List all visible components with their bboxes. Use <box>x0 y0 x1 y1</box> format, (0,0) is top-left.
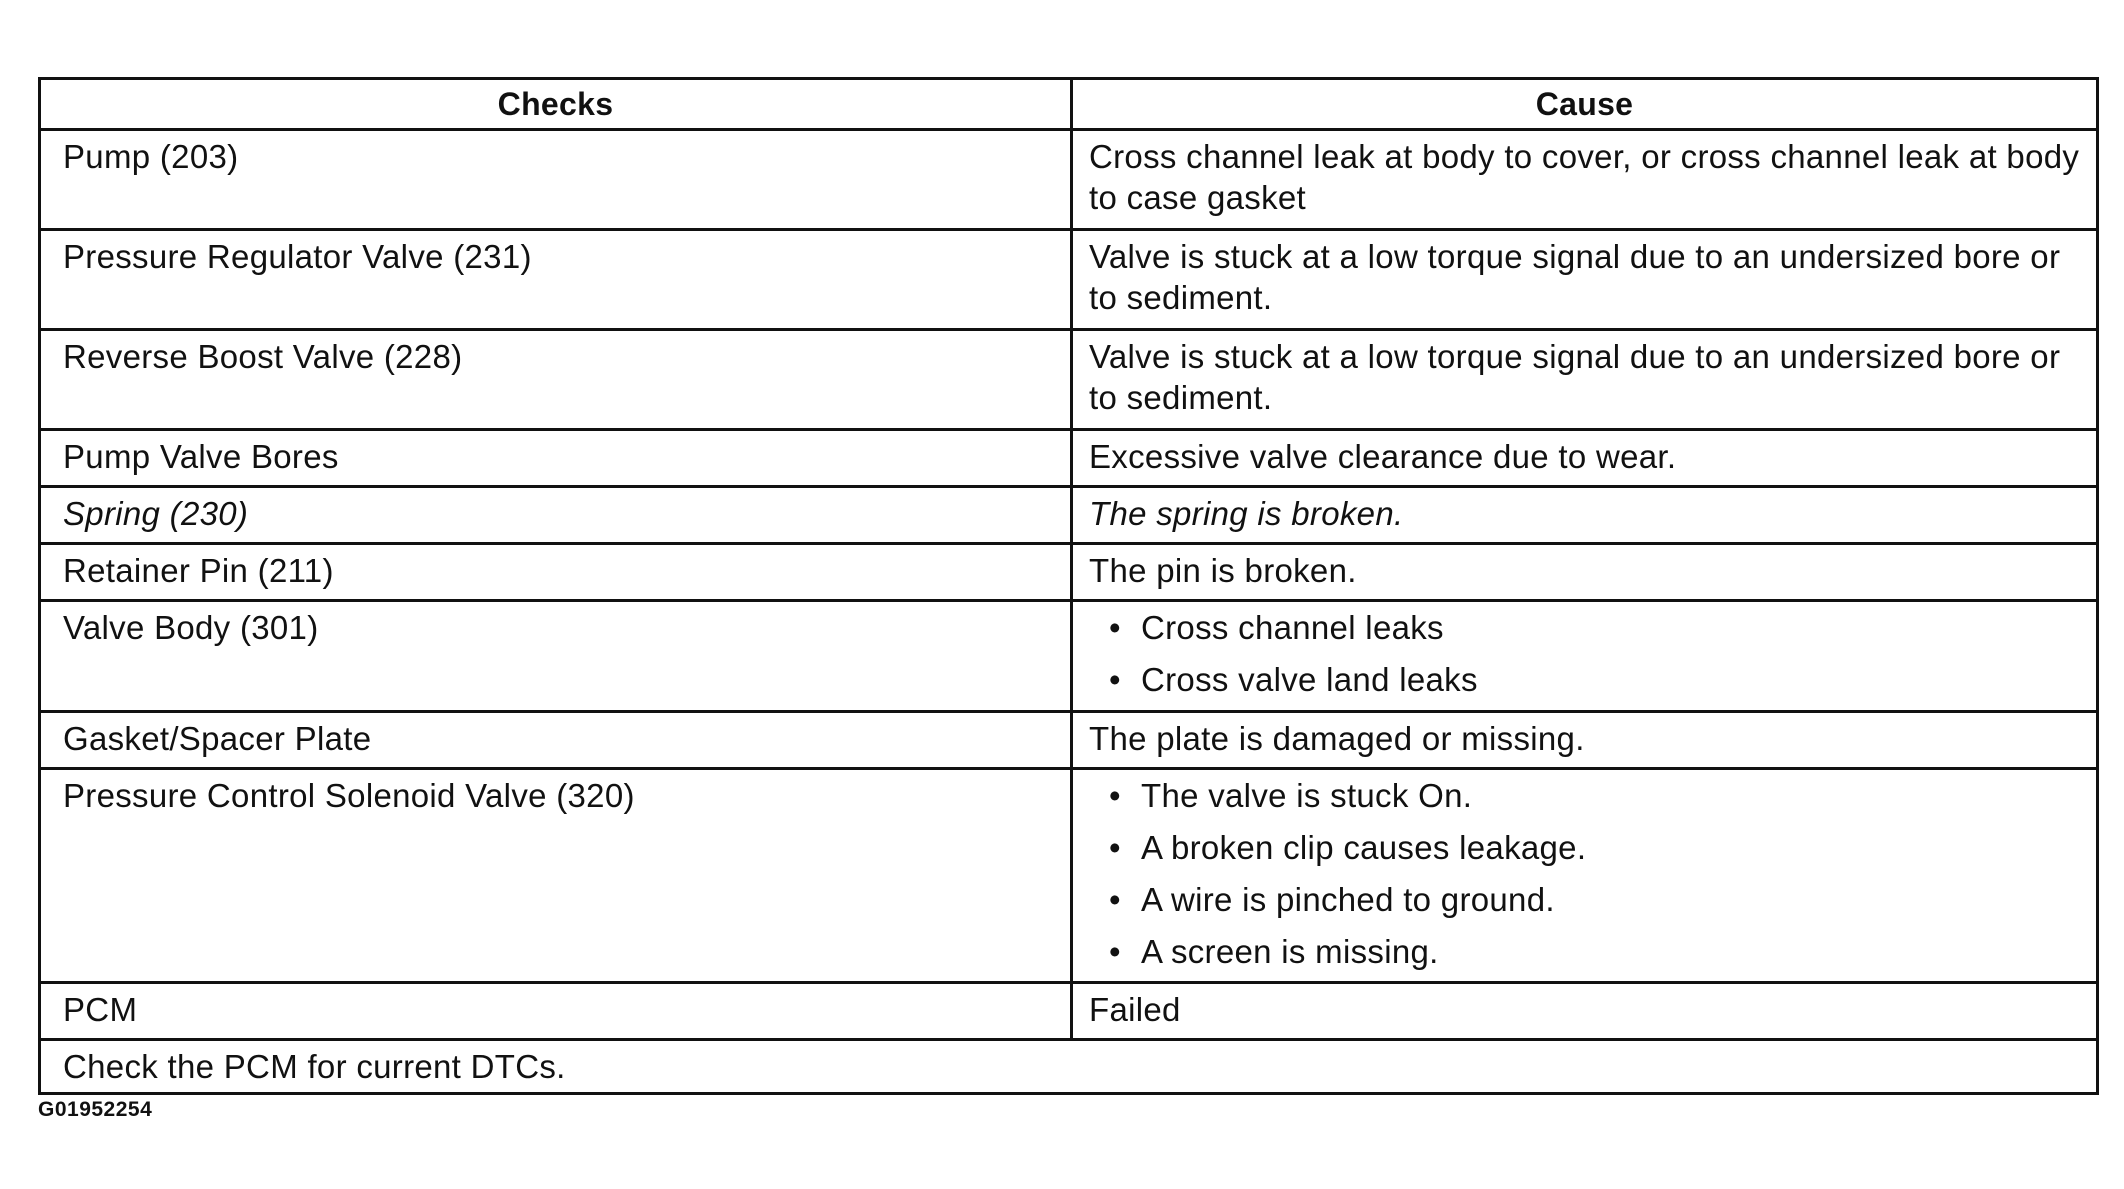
check-cell: Reverse Boost Valve (228) <box>40 330 1072 430</box>
checks-cause-table-container <box>38 77 2096 1095</box>
cause-bullet-list <box>1089 775 2090 972</box>
check-cell: Retainer Pin (211) <box>40 544 1072 601</box>
cause-cell: Cross channel leak at body to cover, or cross channel leak at body to case gasket <box>1072 130 2098 230</box>
check-cell: Valve Body (301) <box>40 601 1072 712</box>
cause-bullet-item: • Cross channel leaks <box>1141 607 2090 648</box>
table-row <box>40 430 2098 487</box>
cause-cell: Valve is stuck at a low torque signal due to an undersized bore or to sediment. <box>1072 230 2098 330</box>
check-cell: Pump (203) <box>40 130 1072 230</box>
table-row <box>40 130 2098 230</box>
check-cell: Pressure Regulator Valve (231) <box>40 230 1072 330</box>
cause-cell <box>1072 601 2098 712</box>
check-cell: Pump Valve Bores <box>40 430 1072 487</box>
cause-cell: The spring is broken. <box>1072 487 2098 544</box>
cause-cell: Failed <box>1072 983 2098 1040</box>
footer-note: Check the PCM for current DTCs. <box>40 1040 2098 1094</box>
figure-id-label: G01952254 <box>38 1098 153 1121</box>
cause-bullet-item: • The valve is stuck On. <box>1141 775 2090 816</box>
table-row <box>40 983 2098 1040</box>
header-checks: Checks <box>40 79 1072 130</box>
table-row <box>40 544 2098 601</box>
check-cell: Pressure Control Solenoid Valve (320) <box>40 769 1072 983</box>
cause-cell: The pin is broken. <box>1072 544 2098 601</box>
cause-bullet-item: • A screen is missing. <box>1141 931 2090 972</box>
table-row <box>40 769 2098 983</box>
checks-cause-table <box>38 77 2099 1095</box>
cause-cell <box>1072 769 2098 983</box>
cause-cell: Excessive valve clearance due to wear. <box>1072 430 2098 487</box>
cause-bullet-item: • A wire is pinched to ground. <box>1141 879 2090 920</box>
check-cell: Gasket/Spacer Plate <box>40 712 1072 769</box>
table-row <box>40 487 2098 544</box>
table-row <box>40 330 2098 430</box>
cause-bullet-item: • A broken clip causes leakage. <box>1141 827 2090 868</box>
header-cause: Cause <box>1072 79 2098 130</box>
table-row <box>40 601 2098 712</box>
cause-bullet-item: • Cross valve land leaks <box>1141 659 2090 700</box>
cause-bullet-list <box>1089 607 2090 700</box>
table-row <box>40 230 2098 330</box>
table-header-row <box>40 79 2098 130</box>
table-footer-row <box>40 1040 2098 1094</box>
table-row <box>40 712 2098 769</box>
cause-cell: The plate is damaged or missing. <box>1072 712 2098 769</box>
check-cell: PCM <box>40 983 1072 1040</box>
check-cell: Spring (230) <box>40 487 1072 544</box>
cause-cell: Valve is stuck at a low torque signal due to an undersized bore or to sediment. <box>1072 330 2098 430</box>
